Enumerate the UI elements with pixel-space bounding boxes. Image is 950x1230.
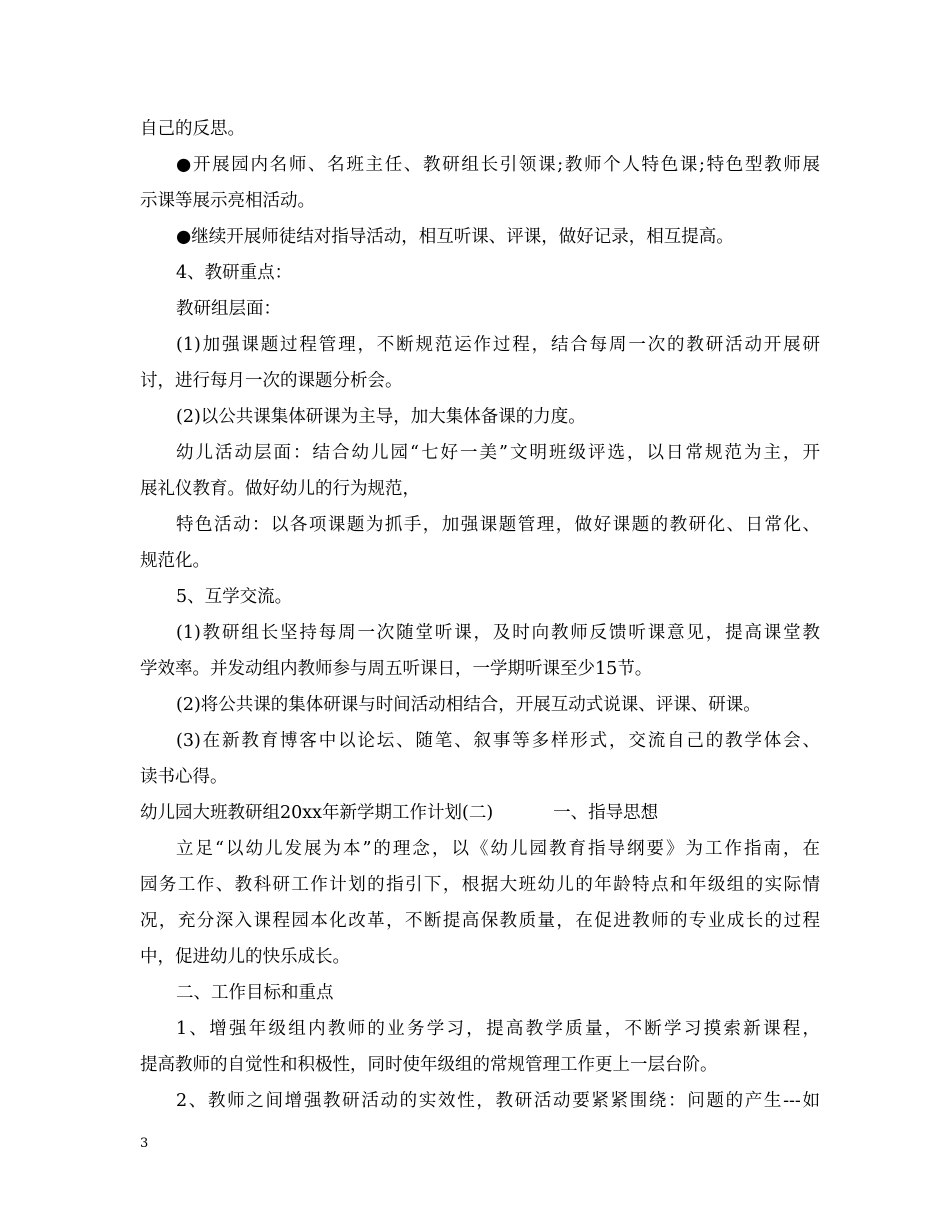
- section-heading: 5、互学交流。: [176, 587, 293, 607]
- text-line: (2)将公共课的集体研课与时间活动相结合，开展互动式说课、评课、研课。: [176, 695, 761, 715]
- bullet-line: ●开展园内名师、名班主任、教研组长引领课;教师个人特色课;特色型教师展: [176, 155, 820, 175]
- text-line: (1)加强课题过程管理，不断规范运作过程，结合每周一次的教研活动开展研: [176, 335, 820, 355]
- text-line: 幼儿活动层面：结合幼儿园“七好一美”文明班级评选，以日常规范为主，开: [176, 443, 820, 463]
- text-line: 学效率。并发动组内教师参与周五听课日，一学期听课至少15节。: [140, 659, 653, 679]
- text-line: 规范化。: [140, 551, 210, 571]
- section-heading: 二、工作目标和重点: [176, 983, 334, 1003]
- document-title-line: [140, 802, 820, 824]
- text-line: 示课等展示亮相活动。: [140, 191, 315, 211]
- text-line: 讨，进行每月一次的课题分析会。: [140, 371, 403, 391]
- subsection-heading: 教研组层面：: [176, 299, 281, 319]
- bullet-line: ●继续开展师徒结对指导活动，相互听课、评课，做好记录，相互提高。: [176, 227, 734, 247]
- text-line: 提高教师的自觉性和积极性，同时使年级组的常规管理工作更上一层台阶。: [140, 1055, 718, 1075]
- text-line: 园务工作、教科研工作计划的指引下，根据大班幼儿的年龄特点和年级组的实际情: [140, 875, 820, 895]
- text-line: 自己的反思。: [140, 119, 245, 139]
- text-line: 展礼仪教育。做好幼儿的行为规范，: [140, 479, 420, 499]
- text-line: 中，促进幼儿的快乐成长。: [140, 947, 350, 967]
- text-line: 况，充分深入课程园本化改革，不断提高保教质量，在促进教师的专业成长的过程: [140, 911, 820, 931]
- text-line: (2)以公共课集体研课为主导，加大集体备课的力度。: [176, 407, 586, 427]
- text-line: 读书心得。: [140, 767, 228, 787]
- text-line: 1、增强年级组内教师的业务学习，提高教学质量，不断学习摸索新课程，: [176, 1019, 820, 1039]
- document-title: 幼儿园大班教研组20xx年新学期工作计划(二): [140, 803, 494, 823]
- section-heading: 4、教研重点：: [176, 263, 293, 283]
- page-number: 3: [140, 1136, 149, 1151]
- text-line: 2、教师之间增强教研活动的实效性，教研活动要紧紧围绕：问题的产生---如: [176, 1091, 820, 1111]
- text-line: 立足“以幼儿发展为本”的理念，以《幼儿园教育指导纲要》为工作指南，在: [176, 839, 820, 859]
- text-line: (3)在新教育博客中以论坛、随笔、叙事等多样形式，交流自己的教学体会、: [176, 731, 820, 751]
- text-line: 特色活动：以各项课题为抓手，加强课题管理，做好课题的教研化、日常化、: [176, 515, 820, 535]
- section-heading: 一、指导思想: [553, 803, 659, 823]
- text-line: (1)教研组长坚持每周一次随堂听课，及时向教师反馈听课意见，提高课堂教: [176, 623, 820, 643]
